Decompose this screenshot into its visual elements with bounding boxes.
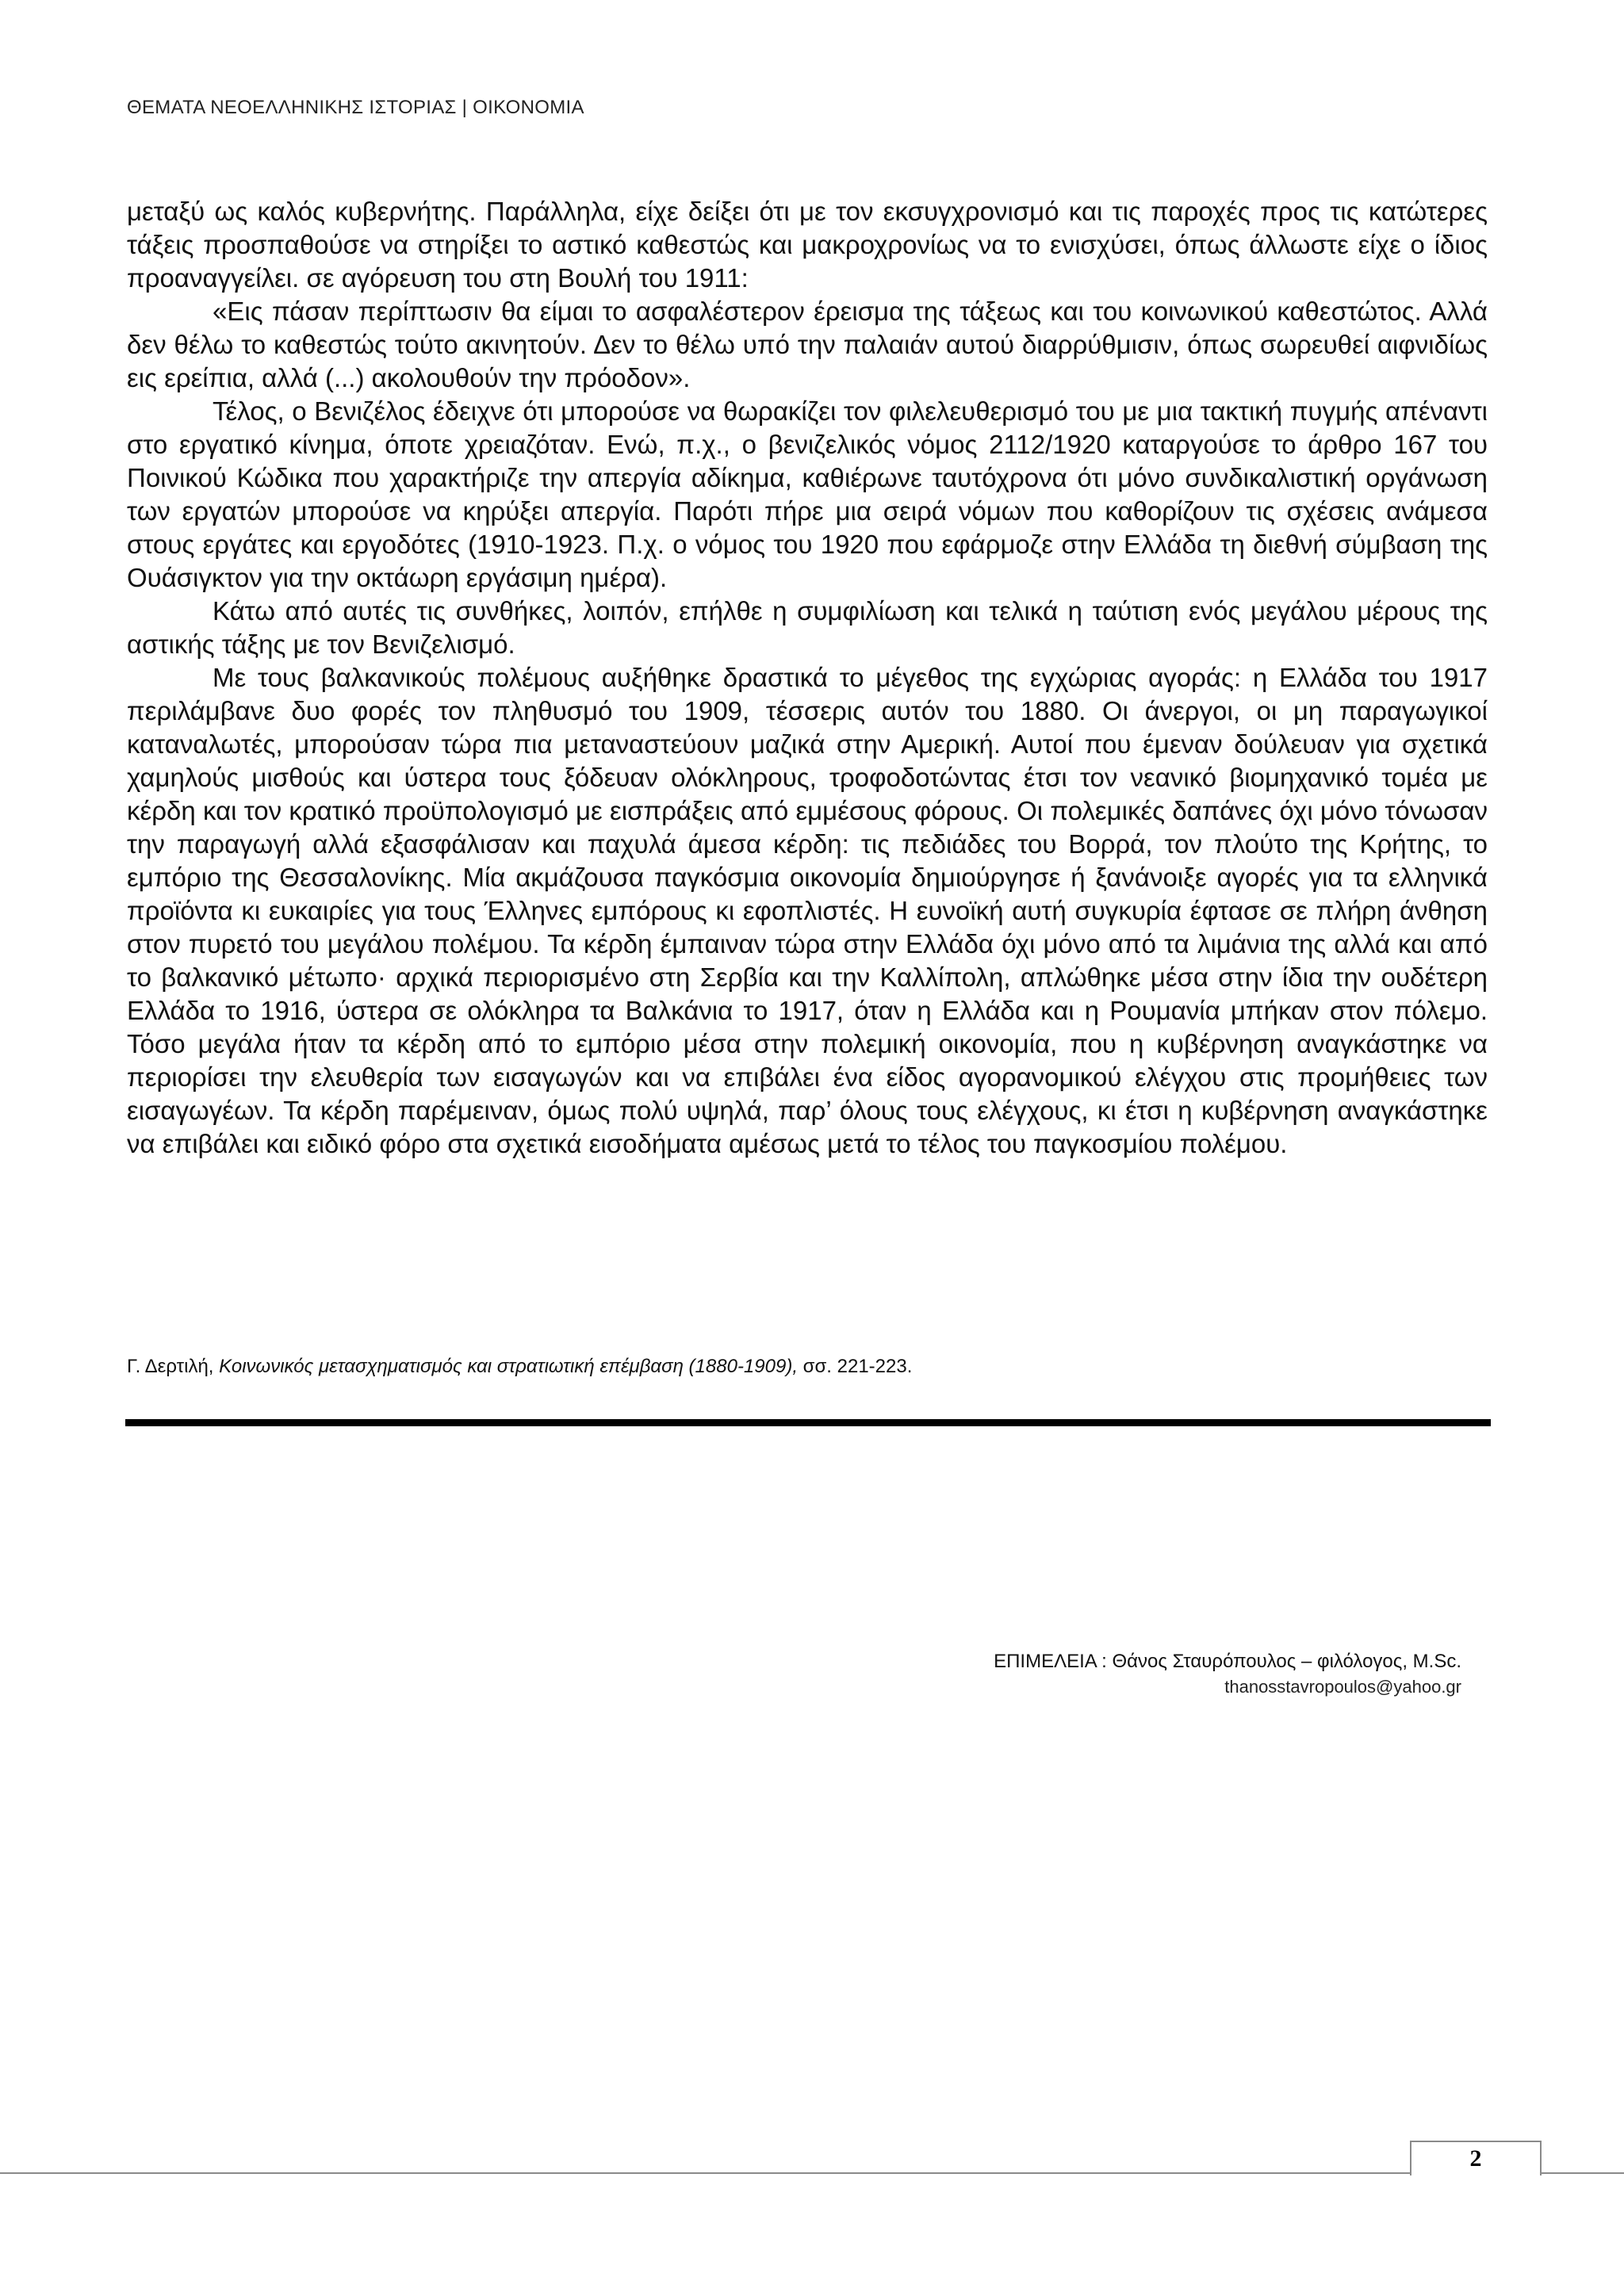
credit-line (994, 1649, 1461, 1674)
source-author: Γ. Δερτιλή, (127, 1356, 214, 1377)
credit-block (994, 1649, 1461, 1700)
running-header: ΘΕΜΑΤΑ ΝΕΟΕΛΛΗΝΙΚΗΣ ΙΣΤΟΡΙΑΣ | ΟΙΚΟΝΟΜΙΑ (127, 97, 584, 118)
credit-name: Θάνος Σταυρόπουλος – φιλόλογος, M.Sc. (1112, 1651, 1461, 1672)
credit-label: ΕΠΙΜΕΛΕΙΑ : (994, 1651, 1107, 1672)
page-number-tab (1410, 2141, 1542, 2175)
paragraph-3: Τέλος, ο Βενιζέλος έδειχνε ότι μπορούσε να θωρακίζει τον φιλελευθερισμό του με μια τακτική πυγμής απέναντι στο εργατικό κίνημα, όποτε χρειαζόταν. Ενώ, π.χ., ο βενιζελικός νόμος 2112/1920 καταργούσε το άρθρο 167 του Ποινικού Κώδικα που χαρακτήριζε την απεργία αδίκημα, καθιέρωνε ταυτόχρονα ότι μόνο συνδικαλιστική οργάνωση των εργατών μπορούσε να κηρύξει απεργία. Παρότι πήρε μια σειρά νόμων που καθορίζουν τις σχέσεις ανάμεσα στους εργάτες και εργοδότες (1910-1923. Π.χ. ο νόμος του 1920 που εφάρμοζε στην Ελλάδα τη διεθνή σύμβαση της Ουάσιγκτον για την οκτάωρη εργάσιμη ημέρα). (127, 396, 1488, 592)
credit-email: thanosstavropoulos@yahoo.gr (1224, 1677, 1461, 1697)
paragraph-quote: «Εις πάσαν περίπτωσιν θα είμαι το ασφαλέστερον έρεισμα της τάξεως και του κοινωνικού καθεστώτος. Αλλά δεν θέλω το καθεστώς τούτο ακινητούν. Δεν το θέλω υπό την παλαιάν αυτού διαρρύθμισιν, όπως σωρευθεί αιφνιδίως εις ερείπια, αλλά (...) ακολουθούν την πρόοδον». (127, 297, 1488, 392)
source-citation (127, 1356, 912, 1378)
paragraph-4: Κάτω από αυτές τις συνθήκες, λοιπόν, επήλθε η συμφιλίωση και τελικά η ταύτιση ενός μεγάλου μέρους της αστικής τάξης με τον Βενιζελισμό. (127, 596, 1488, 659)
footer-rule (0, 2172, 1624, 2174)
body-text (127, 195, 1488, 1161)
paragraph-5: Με τους βαλκανικούς πολέμους αυξήθηκε δραστικά το μέγεθος της εγχώριας αγοράς: η Ελλάδα του 1917 περιλάμβανε δυο φορές τον πληθυσμό του 1909, τέσσερις αυτόν του 1880. Οι άνεργοι, οι μη παραγωγικοί καταναλωτές, μπορούσαν τώρα πια μεταναστεύουν μαζικά στην Αμερική. Αυτοί που έμεναν δούλευαν για σχετικά χαμηλούς μισθούς και ύστερα τους ξόδευαν ολόκληρους, τροφοδοτώντας έτσι τον νεανικό βιομηχανικό τομέα με κέρδη και τον κρατικό προϋπολογισμό με εισπράξεις από εμμέσους φόρους. Οι πολεμικές δαπάνες όχι μόνο τόνωσαν την παραγωγή αλλά εξασφάλισαν και παχυλά άμεσα κέρδη: τις πεδιάδες του Βορρά, τον πλούτο της Κρήτης, το εμπόριο της Θεσσαλονίκης. Μία ακμάζουσα παγκόσμια οικονομία δημιούργησε ή ξανάνοιξε αγορές για τα ελληνικά προϊόντα κι ευκαιρίες για τους Έλληνες εμπόρους κι εφοπλιστές. Η ευνοϊκή αυτή συγκυρία έφτασε σε πλήρη άνθηση στον πυρετό του μεγάλου πολέμου. Τα κέρδη έμπαιναν τώρα στην Ελλάδα όχι μόνο από τα λιμάνια της αλλά και από το βαλκανικό μέτωπο· αρχικά περιορισμένο στη Σερβία και την Καλλίπολη, απλώθηκε μέσα στην ίδια την ουδέτερη Ελλάδα το 1916, ύστερα σε ολόκληρα τα Βαλκάνια το 1917, όταν η Ελλάδα και η Ρουμανία μπήκαν στον πόλεμο. Τόσο μεγάλα ήταν τα κέρδη από το εμπόριο μέσα στην πολεμική οικονομία, που η κυβέρνηση αναγκάστηκε να περιορίσει την ελευθερία των εισαγωγών και να επιβάλει ένα είδος αγορανομικού ελέγχου στις προμήθειες των εισαγωγέων. Τα κέρδη παρέμειναν, όμως πολύ υψηλά, παρ’ όλους τους ελέγχους, κι έτσι η κυβέρνηση αναγκάστηκε να επιβάλει και ειδικό φόρο στα σχετικά εισοδήματα αμέσως μετά το τέλος του παγκοσμίου πολέμου. (127, 663, 1488, 1158)
page-number: 2 (1469, 2145, 1482, 2172)
section-divider (125, 1419, 1491, 1426)
source-work-title: Κοινωνικός μετασχηματισμός και στρατιωτική επέμβαση (1880-1909), (219, 1356, 798, 1377)
source-pages: σσ. 221-223. (802, 1356, 913, 1377)
paragraph-1: μεταξύ ως καλός κυβερνήτης. Παράλληλα, είχε δείξει ότι με τον εκσυγχρονισμό και τις παροχές προς τις κατώτερες τάξεις προσπαθούσε να στηρίξει το αστικό καθεστώς και μακροχρονίως να το ενισχύσει, όπως άλλωστε είχε ο ίδιος προαναγγείλει. σε αγόρευση του στη Βουλή του 1911: (127, 197, 1488, 293)
